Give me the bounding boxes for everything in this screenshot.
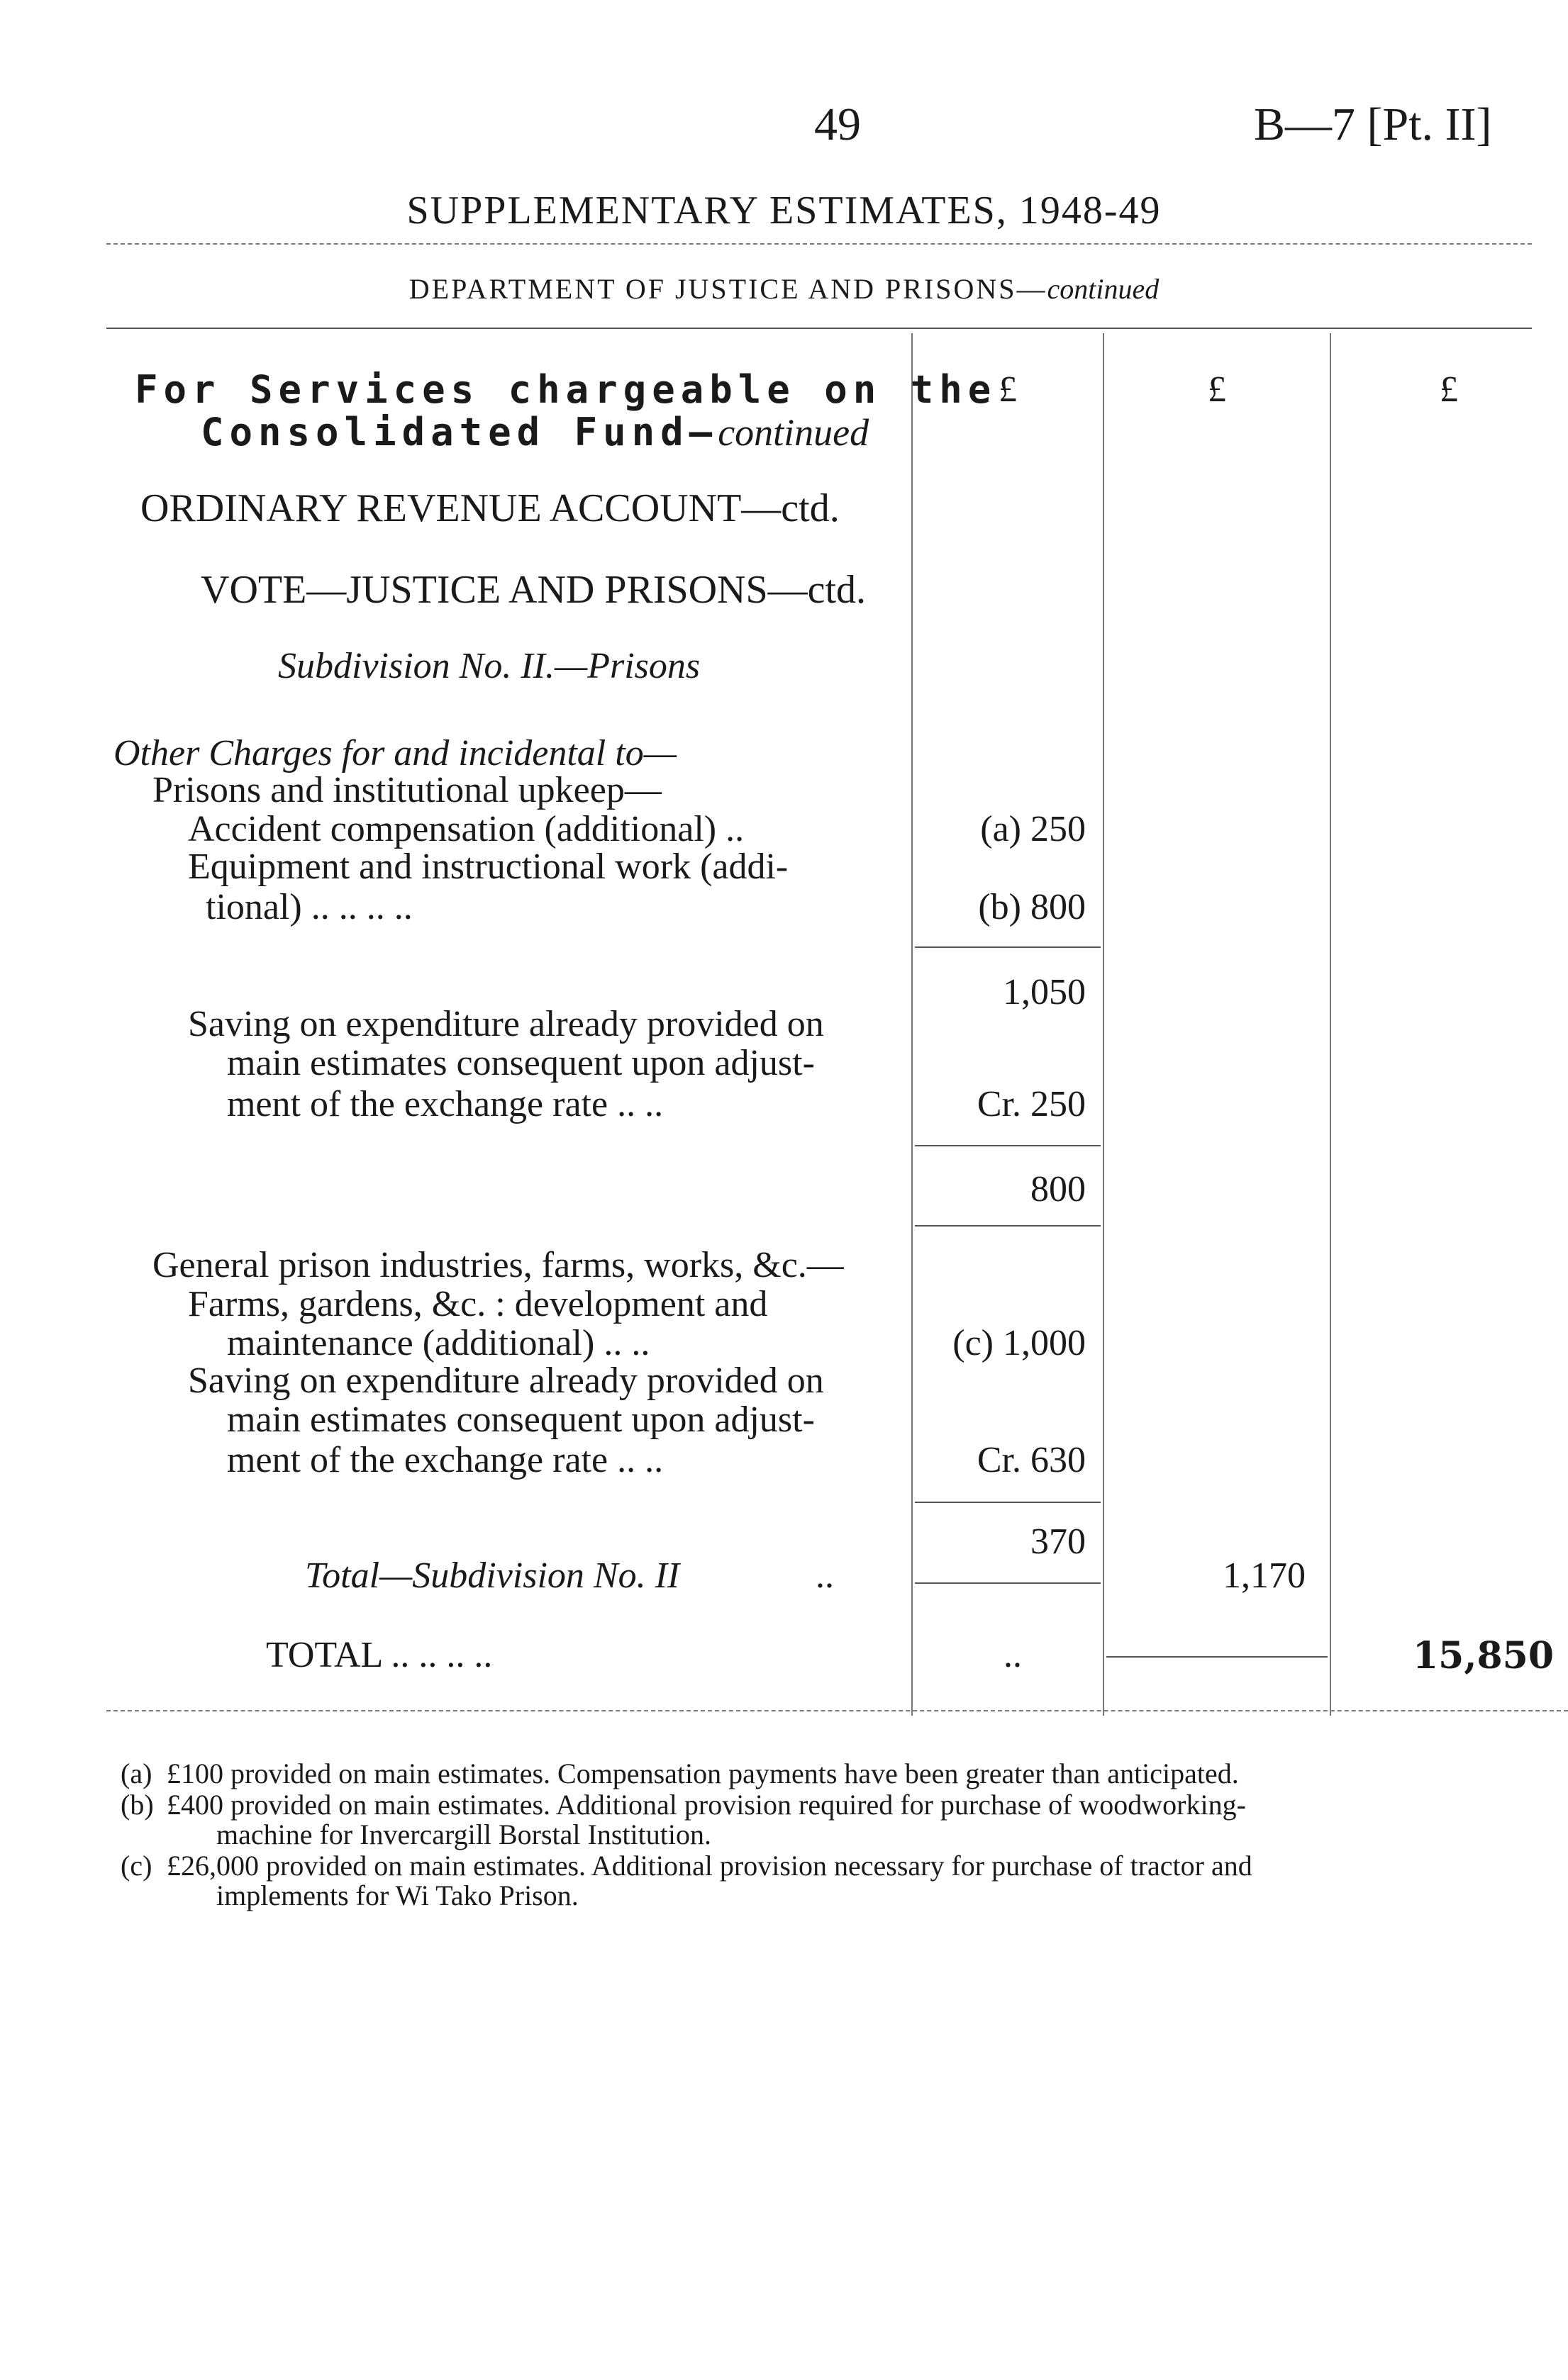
grand-total-value: 15,850 bbox=[1412, 1634, 1554, 1677]
page-title: SUPPLEMENTARY ESTIMATES, 1948-49 bbox=[406, 189, 1162, 233]
row-saving2-label-2: main estimates consequent upon adjust- bbox=[227, 1399, 815, 1440]
row-equipment-label-2: tional) .. .. .. .. bbox=[206, 887, 413, 927]
grand-total-label: TOTAL .. .. .. .. bbox=[266, 1635, 493, 1675]
vote-heading: VOTE—JUSTICE AND PRISONS—ctd. bbox=[201, 568, 867, 612]
total-subdivision-value: 1,170 bbox=[1223, 1555, 1306, 1596]
total-subdivision-label: Total—Subdivision No. II bbox=[305, 1555, 680, 1596]
subtotal-rule-4 bbox=[915, 1502, 1101, 1503]
column-divider-2 bbox=[1103, 333, 1104, 1716]
row-saving2-label: Saving on expenditure already provided on bbox=[188, 1361, 824, 1401]
column-divider-3 bbox=[1330, 333, 1331, 1716]
table-bottom-rule bbox=[106, 1710, 1568, 1711]
account-heading: ORDINARY REVENUE ACCOUNT—ctd. bbox=[140, 486, 840, 530]
header-rule bbox=[106, 328, 1532, 329]
row-farms-value: (c) 1,000 bbox=[952, 1323, 1086, 1363]
subtotal-rule-3 bbox=[915, 1225, 1101, 1227]
total-subdivision-leader: .. bbox=[816, 1555, 834, 1596]
row-farms-label: Farms, gardens, &c. : development and bbox=[188, 1284, 768, 1324]
footnote-c-mark: (c) bbox=[121, 1850, 152, 1882]
row-equipment-label: Equipment and instructional work (addi- bbox=[188, 847, 789, 887]
footnote-b-text-2: machine for Invercargill Borstal Institution. bbox=[216, 1818, 711, 1850]
net-1-value: 800 bbox=[1030, 1169, 1086, 1209]
footnote-c-text: £26,000 provided on main estimates. Additional provision necessary for purchase of tractor and bbox=[167, 1850, 1252, 1882]
footnote-c-text-2: implements for Wi Tako Prison. bbox=[216, 1879, 579, 1911]
subtotal-rule-1 bbox=[915, 946, 1101, 948]
row-saving1-value: Cr. 250 bbox=[977, 1084, 1086, 1124]
group-heading-industries: General prison industries, farms, works, &c.— bbox=[152, 1245, 844, 1285]
subtotal-1-value: 1,050 bbox=[1003, 972, 1086, 1012]
footnote-b-text: £400 provided on main estimates. Additional provision required for purchase of woodworking- bbox=[167, 1789, 1246, 1821]
footnote-b-mark: (b) bbox=[121, 1789, 154, 1821]
row-saving2-value: Cr. 630 bbox=[977, 1440, 1086, 1480]
grand-total-rule bbox=[1106, 1656, 1328, 1658]
title-rule bbox=[106, 243, 1532, 245]
subdivision-heading: Subdivision No. II.—Prisons bbox=[278, 646, 701, 686]
footnote-a-mark: (a) bbox=[121, 1758, 152, 1789]
column-divider-1 bbox=[911, 333, 913, 1716]
document-reference: B—7 [Pt. II] bbox=[1254, 99, 1492, 150]
services-heading: For Services chargeable on the bbox=[135, 367, 997, 412]
subtotal-rule-2 bbox=[915, 1145, 1101, 1146]
row-equipment-value: (b) 800 bbox=[978, 887, 1086, 927]
department-heading: DEPARTMENT OF JUSTICE AND PRISONS—continued bbox=[408, 273, 1160, 305]
footnote-a-text: £100 provided on main estimates. Compensation payments have been greater than anticipated. bbox=[167, 1758, 1239, 1789]
grand-total-col1-leader: .. bbox=[1003, 1635, 1022, 1675]
row-saving2-label-3: ment of the exchange rate .. .. bbox=[227, 1440, 664, 1480]
total-sub-rule bbox=[915, 1582, 1101, 1584]
row-accident-label: Accident compensation (additional) .. bbox=[188, 809, 745, 849]
row-saving1-label: Saving on expenditure already provided on bbox=[188, 1004, 824, 1044]
services-heading-2: Consolidated Fund—continued bbox=[201, 410, 869, 454]
group-heading-other-charges: Other Charges for and incidental to— bbox=[113, 733, 677, 773]
row-saving1-label-2: main estimates consequent upon adjust- bbox=[227, 1043, 815, 1083]
net-2-value: 370 bbox=[1030, 1521, 1086, 1562]
currency-col3: £ bbox=[1440, 369, 1458, 410]
page-number: 49 bbox=[814, 99, 861, 150]
currency-col2: £ bbox=[1208, 369, 1226, 410]
row-saving1-label-3: ment of the exchange rate .. .. bbox=[227, 1084, 664, 1124]
currency-col1: £ bbox=[999, 369, 1017, 410]
row-farms-label-2: maintenance (additional) .. .. bbox=[227, 1323, 650, 1363]
row-accident-value: (a) 250 bbox=[980, 809, 1086, 849]
group-subheading-prisons: Prisons and institutional upkeep— bbox=[152, 770, 662, 810]
